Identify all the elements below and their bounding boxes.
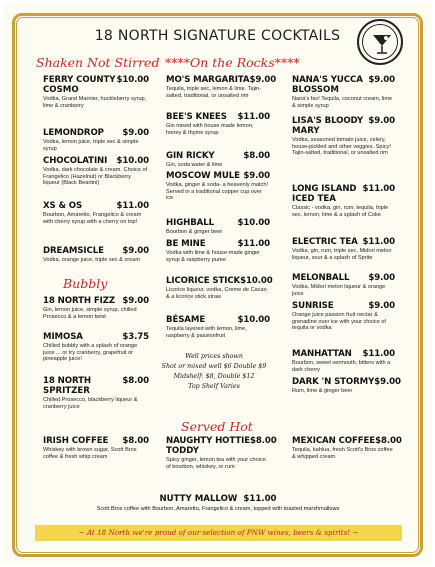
well-prices-line: Shot or mixed well $6 Double $9 (161, 363, 267, 370)
item-price: $9.00 (122, 128, 149, 138)
item-price: $8.00 (249, 436, 277, 446)
item-name: DARK 'N STORMY (292, 377, 375, 387)
item-description: Vodka, seasoned tomato juice, celery, house-pickled and other veggies. Spicy! Tajin-salted, traditional, or unsalted rim (292, 137, 391, 157)
item-price: $9.00 (368, 301, 395, 311)
item-name: HIGHBALL (166, 218, 214, 228)
item-name: MIMOSA (43, 332, 83, 342)
section-shaken: Shaken Not Stirred (36, 55, 160, 70)
menu-page (3, 3, 432, 564)
item-name: ELECTRIC TEA (292, 237, 358, 247)
menu-item (166, 276, 273, 300)
item-price: $8.00 (243, 151, 270, 161)
item-price: $9.00 (243, 171, 270, 181)
menu-item (43, 156, 149, 187)
item-price: $9.00 (249, 75, 277, 85)
item-description: Vodka, Midori melon liqueur & orange juice (292, 284, 386, 297)
item-name: IRISH COFFEE (43, 436, 109, 446)
item-name: NAUGHTY HOTTIE (166, 436, 250, 446)
section-on-the-rocks: ****On the Rocks**** (165, 55, 300, 70)
item-description: Chilled bubbly with a splash of orange juice ... or try cranberry, grapefruit or pineapple juice! (43, 343, 138, 363)
item-description: Bourbon, sweet vermouth, bitters with a dark cherry (292, 360, 391, 373)
item-price: $8.00 (375, 436, 402, 446)
menu-item (292, 273, 395, 297)
menu-item (166, 239, 270, 263)
item-description: Vodka, orange juice, triple sec & cream (43, 257, 141, 263)
item-price: $9.00 (374, 377, 401, 387)
menu-item (292, 377, 401, 395)
item-price: $11.00 (237, 239, 270, 249)
item-name: GIN RICKY (166, 151, 215, 161)
item-name: LICORICE STICK (166, 276, 241, 286)
item-name: MEXICAN COFFEE (292, 436, 376, 446)
item-price: $10.00 (240, 276, 273, 286)
menu-item (43, 246, 149, 264)
item-description: Tequila, kahlua, fresh Scott's Bros coffee & whipped cream (292, 447, 393, 460)
item-name: 18 NORTH (43, 376, 91, 386)
item-description: Tequila layered with lemon, lime, raspberry & passionfruit (166, 326, 247, 339)
item-price: $11.00 (116, 201, 149, 211)
menu-item (43, 201, 149, 225)
item-name: NUTTY MALLOW (159, 494, 238, 504)
item-price: $10.00 (116, 75, 149, 85)
item-description: Vodka, gin, rum, triple sec, Midori melon liqueur, sour & a splash of Sprite (292, 248, 392, 261)
section-bubbly: Bubbly (63, 276, 108, 291)
item-description: Whiskey with brown sugar, Scott Bros coffee & fresh whip cream (43, 447, 137, 460)
item-name: DREAMSICLE (43, 246, 104, 256)
item-description: Vodka with lime & house-made ginger syrup & raspberry puree (166, 250, 260, 263)
item-name: BE MINE (166, 239, 206, 249)
item-price: $9.00 (368, 116, 395, 126)
item-price: $10.00 (116, 156, 149, 166)
item-name-line2: TODDY (166, 446, 200, 456)
menu-item (43, 436, 149, 460)
item-description: Vodka, Grand Marnier, huckleberry syrup, lime & cranberry (43, 96, 147, 109)
menu-item (292, 75, 395, 109)
item-name: FERRY COUNTY (43, 75, 116, 85)
item-description: Classic - vodka, gin, rum, tequila, triple sec, lemon, lime & a splash of Coke (292, 205, 389, 218)
item-description: Tequila, triple sec, lemon & lime. Tajin-salted, traditional, or unsalted rim (166, 86, 262, 99)
item-name: BÉSAME (166, 315, 206, 325)
menu-item (166, 151, 270, 169)
item-name: MANHATTAN (292, 349, 352, 359)
well-prices-line: Top Shelf Varies (188, 383, 240, 390)
menu-item (292, 184, 395, 218)
item-price: $3.75 (122, 332, 149, 342)
menu-item (292, 116, 395, 157)
menu-item (166, 171, 270, 202)
item-price: $11.00 (362, 184, 395, 194)
item-name-line2: COSMO (43, 85, 79, 95)
item-name: LEMONDROP (43, 128, 104, 138)
item-description: Chilled Prosecco, blackberry liqueur & cranberry juice (43, 397, 138, 410)
menu-item (43, 128, 149, 152)
item-price: $11.00 (362, 237, 395, 247)
menu-item (43, 296, 149, 320)
menu-item (292, 237, 395, 261)
item-name: BEE'S KNEES (166, 112, 227, 122)
item-price: $11.00 (243, 494, 277, 504)
menu-item (43, 75, 149, 109)
item-name: LONG ISLAND (292, 184, 357, 194)
item-name-line2: SPRITZER (43, 386, 90, 396)
menu-item (166, 112, 270, 136)
item-description: Orange juice passion fruit nectar & grenadine over ice with your choice of tequila or vodka (292, 312, 386, 332)
menu-title: 18 NORTH SIGNATURE COCKTAILS (94, 28, 341, 44)
item-name: 18 NORTH FIZZ (43, 296, 115, 306)
menu-item (43, 376, 149, 410)
item-name: XS & OS (43, 201, 83, 211)
item-description: Licorice liqueur, vodka, Creme de Cacao & a licorice stick straw (166, 287, 267, 300)
item-description: Spicy ginger, lemon tea with your choice of bourbon, whiskey, or rum (166, 457, 266, 470)
item-price: $9.00 (122, 296, 149, 306)
menu-item (292, 349, 395, 373)
item-description: Bourbon, Amaretto, Frangelico & cream with cherry syrup with a cherry on top! (43, 212, 142, 225)
menu-item-nutty-mallow (43, 494, 393, 513)
well-prices-heading: Well prices shown (185, 353, 243, 360)
item-price: $9.00 (122, 246, 149, 256)
item-price: $9.00 (368, 75, 395, 85)
item-name: MO'S MARGARITA (166, 75, 250, 85)
item-description: Nana's fav! Tequila, coconut cream, lime & simple syrup (292, 96, 393, 109)
item-name-line2: ICED TEA (292, 194, 336, 204)
item-price: $9.00 (368, 273, 395, 283)
menu-item (166, 75, 277, 99)
item-name: NANA'S YUCCA (292, 75, 363, 85)
item-description: Vodka, lemon juice, triple sec & simple syrup (43, 139, 139, 152)
item-name-line2: MARY (292, 126, 320, 136)
menu-item (292, 301, 395, 332)
item-name: CHOCOLATINI (43, 156, 108, 166)
menu-item (292, 436, 402, 460)
item-description: Scott Bros coffee with Bourbon, Amaretto, Frangelico & cream, topped with toasted marshmallows (96, 506, 340, 512)
menu-item (166, 436, 277, 470)
item-name: MOSCOW MULE (166, 171, 240, 181)
item-name-line2: BLOSSOM (292, 85, 339, 95)
menu-item (166, 315, 270, 339)
item-price: $11.00 (237, 112, 270, 122)
item-name: SUNRISE (292, 301, 334, 311)
item-description: Vodka, dark chocolate & cream. Choice of Frangelico (Hazelnut) or Blackberry liqueur (Black Beartini) (43, 167, 148, 187)
item-description: Bourbon & ginger beer (166, 229, 223, 235)
item-name: LISA'S BLOODY (292, 116, 364, 126)
item-price: $8.00 (122, 376, 149, 386)
well-prices-note (155, 352, 273, 392)
item-price: $11.00 (362, 349, 395, 359)
item-description: Gin, soda water & lime (166, 162, 223, 168)
item-description: Rum, lime & ginger beer (292, 388, 353, 394)
item-price: $8.00 (122, 436, 149, 446)
section-served-hot: Served Hot (181, 419, 253, 434)
item-description: Gin, lemon juice, simple syrup, chilled Prosecco & a lemon twist (43, 307, 137, 320)
logo-cocktail-icon (357, 19, 403, 65)
item-description: Vodka, ginger & soda- a heavenly match! Served in a traditional copper cup over ice (166, 182, 268, 202)
promo-banner: ~ At 18 North we're proud of our selection of PNW wines, beers & spirits! ~ (35, 525, 402, 541)
menu-item (43, 332, 149, 363)
item-price: $10.00 (237, 218, 270, 228)
menu-item (166, 218, 270, 236)
item-description: Gin mixed with house made lemon, honey & thyme syrup (166, 123, 254, 136)
well-prices-line: Midshelf: $8, Double $12 (173, 373, 255, 380)
item-price: $10.00 (237, 315, 270, 325)
item-name: MELONBALL (292, 273, 350, 283)
